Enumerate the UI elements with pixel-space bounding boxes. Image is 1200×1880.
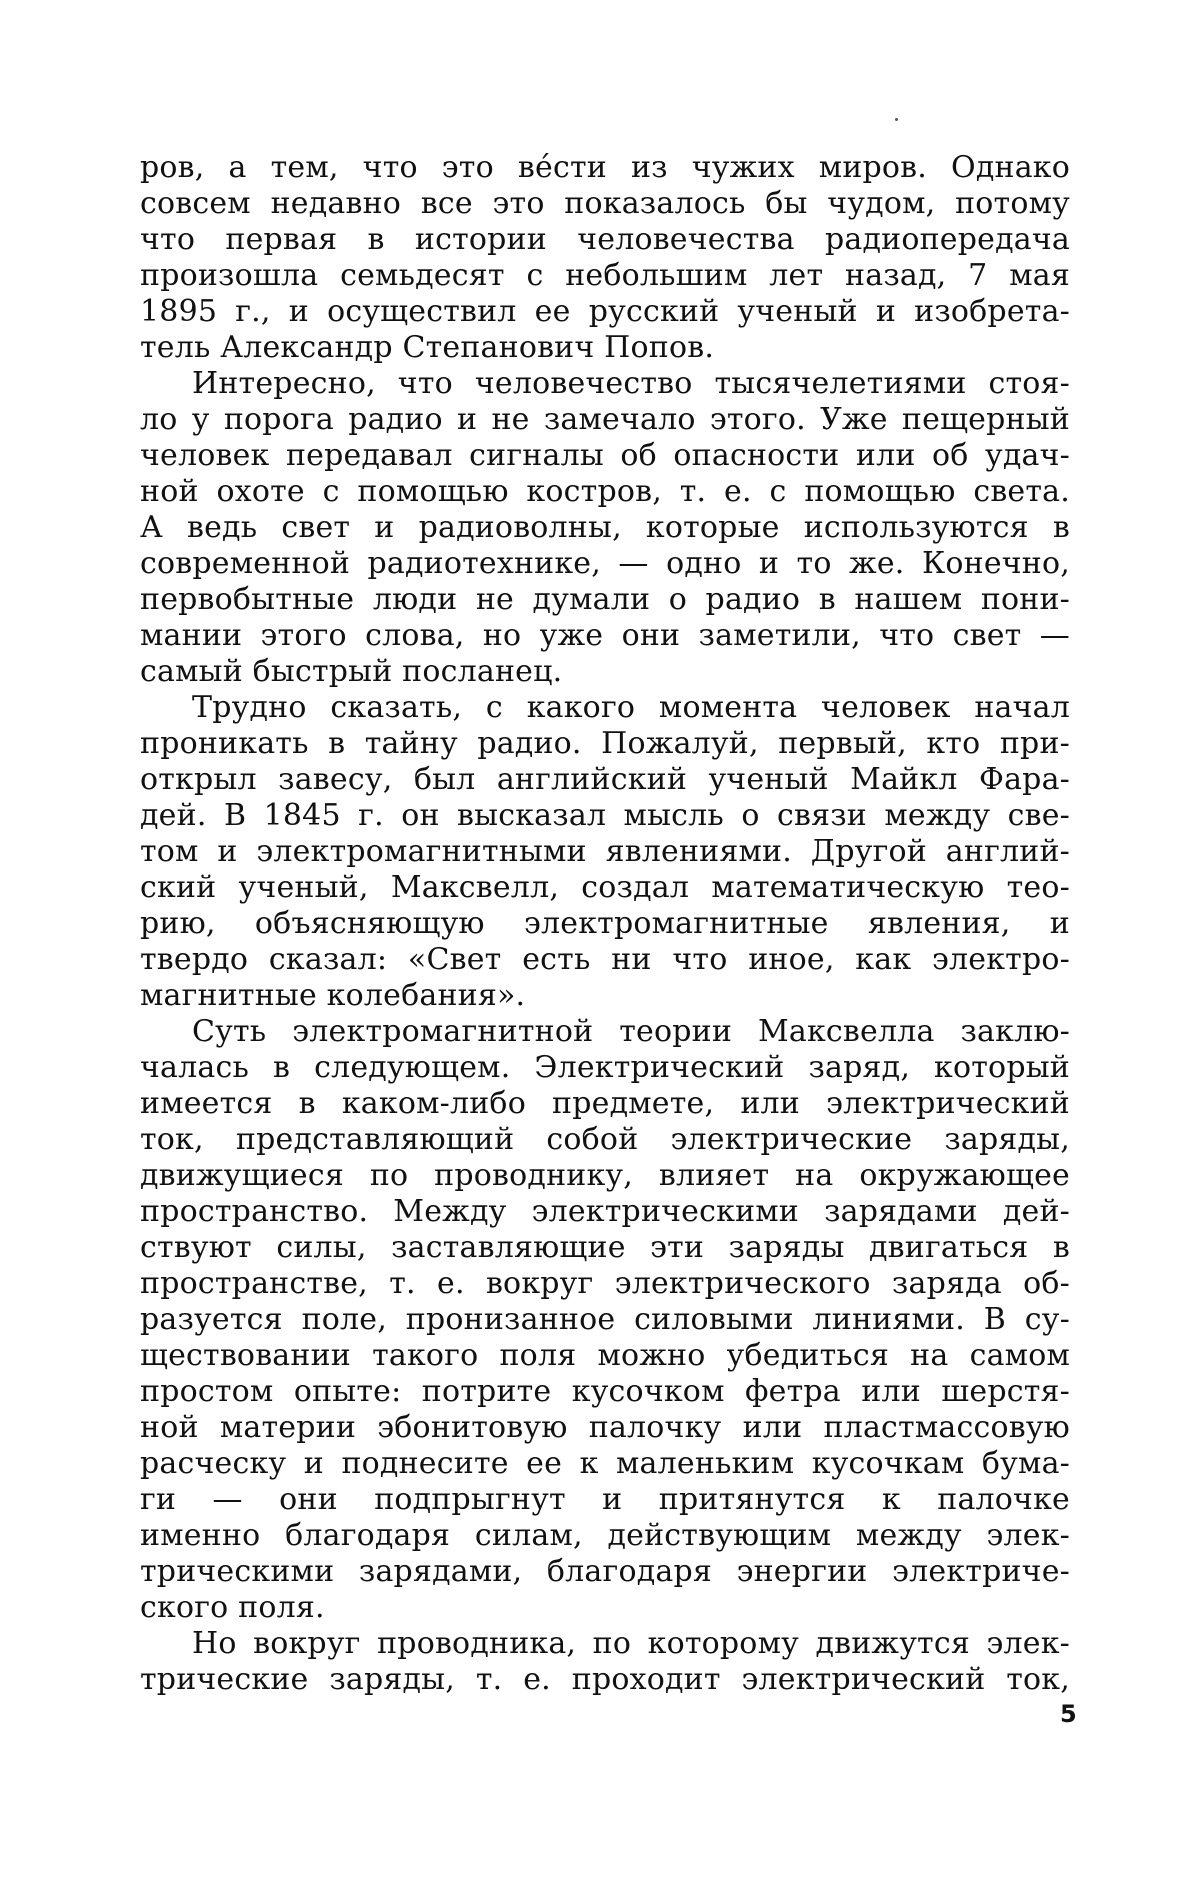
text-line: мании этого слова, но уже они заметили, что свет —: [140, 618, 1070, 653]
text-line: самый быстрый посланец.: [140, 654, 563, 689]
text-line: ной охоте с помощью костров, т. е. с помощью света.: [140, 474, 1070, 509]
text-line: Трудно сказать, с какого момента человек начал: [192, 690, 1070, 725]
text-line: проникать в тайну радио. Пожалуй, первый, кто при-: [140, 726, 1070, 761]
text-line: что первая в истории человечества радиопередача: [140, 222, 1070, 257]
text-line: дей. В 1845 г. он высказал мысль о связи между све-: [140, 798, 1070, 833]
paragraph-2: [140, 366, 1070, 690]
text-line: ский ученый, Максвелл, создал математическую тео-: [140, 870, 1070, 905]
text-line: первобытные люди не думали о радио в нашем пони-: [140, 582, 1070, 617]
paragraph-1: [140, 150, 1070, 366]
page-body: [140, 150, 1070, 1698]
text-line: тель Александр Степанович Попов.: [140, 330, 715, 365]
text-line: именно благодаря силам, действующим между элек-: [140, 1518, 1070, 1553]
text-line: разуется поле, пронизанное силовыми линиями. В су-: [140, 1302, 1070, 1337]
page-number: 5: [1060, 1700, 1077, 1728]
text-line: движущиеся по проводнику, влияет на окружающее: [140, 1158, 1070, 1193]
text-line: современной радиотехнике, — одно и то же. Конечно,: [140, 546, 1070, 581]
text-line: пространство. Между электрическими зарядами дей-: [140, 1194, 1070, 1229]
text-line: открыл завесу, был английский ученый Майкл Фара-: [140, 762, 1070, 797]
text-line: том и электромагнитными явлениями. Другой англий-: [140, 834, 1070, 869]
text-line: магнитные колебания».: [140, 978, 526, 1013]
text-line: простом опыте: потрите кусочком фетра или шерстя-: [140, 1374, 1070, 1409]
paragraph-5: [140, 1626, 1070, 1698]
text-line: А ведь свет и радиоволны, которые используются в: [140, 510, 1070, 545]
text-line: совсем недавно все это показалось бы чудом, потому: [140, 186, 1070, 221]
text-line: трические заряды, т. е. проходит электрический ток,: [140, 1662, 1070, 1697]
text-line: чалась в следующем. Электрический заряд, который: [140, 1050, 1070, 1085]
text-line: ло у порога радио и не замечало этого. Уже пещерный: [140, 402, 1070, 437]
text-line: рию, объясняющую электромагнитные явления, и: [140, 906, 1070, 941]
text-line: имеется в каком-либо предмете, или электрический: [140, 1086, 1070, 1121]
text-line: Суть электромагнитной теории Максвелла заклю-: [192, 1014, 1070, 1049]
text-line: пространстве, т. е. вокруг электрического заряда об-: [140, 1266, 1070, 1301]
paragraph-3: [140, 690, 1070, 1014]
scan-speck: [895, 118, 898, 121]
text-line: твердо сказал: «Свет есть ни что иное, как электро-: [140, 942, 1070, 977]
text-line: Но вокруг проводника, по которому движутся элек-: [192, 1626, 1070, 1661]
text-line: ров, а тем, что это ве́сти из чужих миров. Однако: [140, 150, 1070, 185]
text-line: произошла семьдесят с небольшим лет назад, 7 мая: [140, 258, 1070, 293]
text-line: ги — они подпрыгнут и притянутся к палочке: [140, 1482, 1070, 1517]
text-line: ществовании такого поля можно убедиться на самом: [140, 1338, 1070, 1373]
text-line: ствуют силы, заставляющие эти заряды двигаться в: [140, 1230, 1070, 1265]
text-line: ского поля.: [140, 1590, 325, 1625]
text-line: 1895 г., и осуществил ее русский ученый и изобрета-: [140, 294, 1070, 329]
text-line: ной материи эбонитовую палочку или пластмассовую: [140, 1410, 1070, 1445]
text-line: Интересно, что человечество тысячелетиями стоя-: [192, 366, 1070, 401]
text-line: расческу и поднесите ее к маленьким кусочкам бума-: [140, 1446, 1070, 1481]
text-line: трическими зарядами, благодаря энергии электриче-: [140, 1554, 1070, 1589]
paragraph-4: [140, 1014, 1070, 1626]
text-line: человек передавал сигналы об опасности или об удач-: [140, 438, 1070, 473]
text-line: ток, представляющий собой электрические заряды,: [140, 1122, 1070, 1157]
